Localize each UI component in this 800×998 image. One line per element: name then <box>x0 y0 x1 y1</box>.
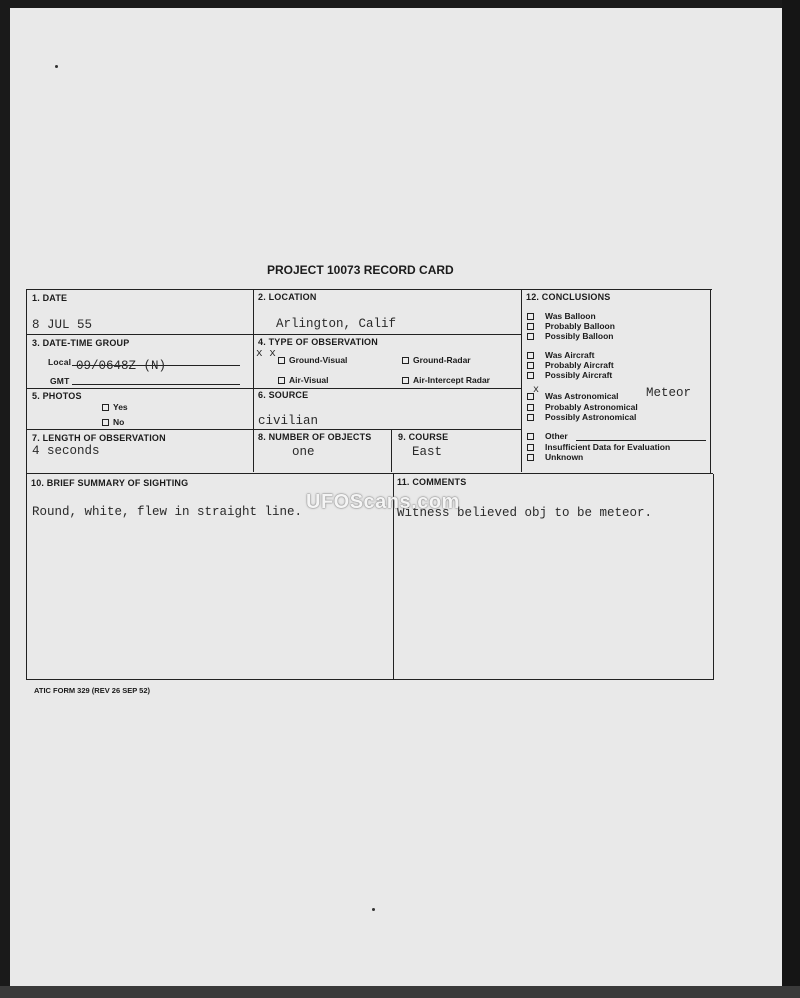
date-value: 8 JUL 55 <box>32 318 93 332</box>
conclusion-option: Insufficient Data for Evaluation <box>545 442 671 452</box>
astronomical-note: Meteor <box>646 386 692 400</box>
date-label: 1. DATE <box>32 293 68 303</box>
length-label: 7. LENGTH OF OBSERVATION <box>32 433 166 443</box>
scan-border-right <box>782 0 800 998</box>
scan-border-bottom <box>0 986 800 998</box>
photos-no-option: No <box>113 417 125 427</box>
card-title: PROJECT 10073 RECORD CARD <box>267 263 454 277</box>
objects-label: 8. NUMBER OF OBJECTS <box>258 432 372 442</box>
air-visual-option: Air-Visual <box>289 375 329 385</box>
watermark: UFOScans.com <box>306 491 460 513</box>
photos-label: 5. PHOTOS <box>32 391 82 401</box>
conclusion-option: Was Balloon <box>545 311 596 321</box>
ground-radar-option: Ground-Radar <box>413 355 471 365</box>
form-footer: ATIC FORM 329 (REV 26 SEP 52) <box>34 686 151 695</box>
photos-no-checkbox <box>102 419 109 426</box>
local-label: Local <box>48 357 72 367</box>
conclusion-option: Probably Astronomical <box>545 402 638 412</box>
length-value: 4 seconds <box>32 444 100 458</box>
datetime-label: 3. DATE-TIME GROUP <box>32 338 130 348</box>
gmt-line <box>72 384 240 385</box>
ground-visual-option: Ground-Visual <box>289 355 348 365</box>
conclusion-option: Was Aircraft <box>545 350 595 360</box>
gmt-label: GMT <box>50 376 70 386</box>
source-value: civilian <box>258 414 319 428</box>
scan-speck <box>55 65 58 68</box>
astronomical-mark: x <box>533 385 540 396</box>
comments-value: Witness believed obj to be meteor. <box>397 506 653 520</box>
other-line <box>576 440 706 441</box>
location-label: 2. LOCATION <box>258 292 317 302</box>
conclusion-option: Other <box>545 431 568 441</box>
air-intercept-radar-option: Air-Intercept Radar <box>413 375 490 385</box>
source-label: 6. SOURCE <box>258 390 309 400</box>
ground-visual-checkbox <box>278 357 285 364</box>
conclusion-option: Possibly Aircraft <box>545 370 613 380</box>
course-label: 9. COURSE <box>398 432 449 442</box>
photos-yes-checkbox <box>102 404 109 411</box>
air-intercept-radar-checkbox <box>402 377 409 384</box>
gmt-value: 09/0648Z (N) <box>76 359 167 373</box>
observation-mark: x x <box>256 348 276 360</box>
conclusion-option: Possibly Astronomical <box>545 412 637 422</box>
scan-speck <box>372 908 375 911</box>
photos-yes-option: Yes <box>113 402 128 412</box>
comments-label: 11. COMMENTS <box>397 477 467 487</box>
ground-radar-checkbox <box>402 357 409 364</box>
conclusion-option: Probably Balloon <box>545 321 615 331</box>
conclusion-option: Probably Aircraft <box>545 360 614 370</box>
conclusion-option: Was Astronomical <box>545 391 619 401</box>
summary-label: 10. BRIEF SUMMARY OF SIGHTING <box>31 478 189 488</box>
conclusion-option: Unknown <box>545 452 584 462</box>
conclusion-option: Possibly Balloon <box>545 331 614 341</box>
location-value: Arlington, Calif <box>276 317 397 331</box>
observation-type-label: 4. TYPE OF OBSERVATION <box>258 337 378 347</box>
objects-value: one <box>292 445 315 459</box>
conclusions-label: 12. CONCLUSIONS <box>526 292 611 302</box>
course-value: East <box>412 445 443 459</box>
air-visual-checkbox <box>278 377 285 384</box>
summary-value: Round, white, flew in straight line. <box>32 505 303 519</box>
